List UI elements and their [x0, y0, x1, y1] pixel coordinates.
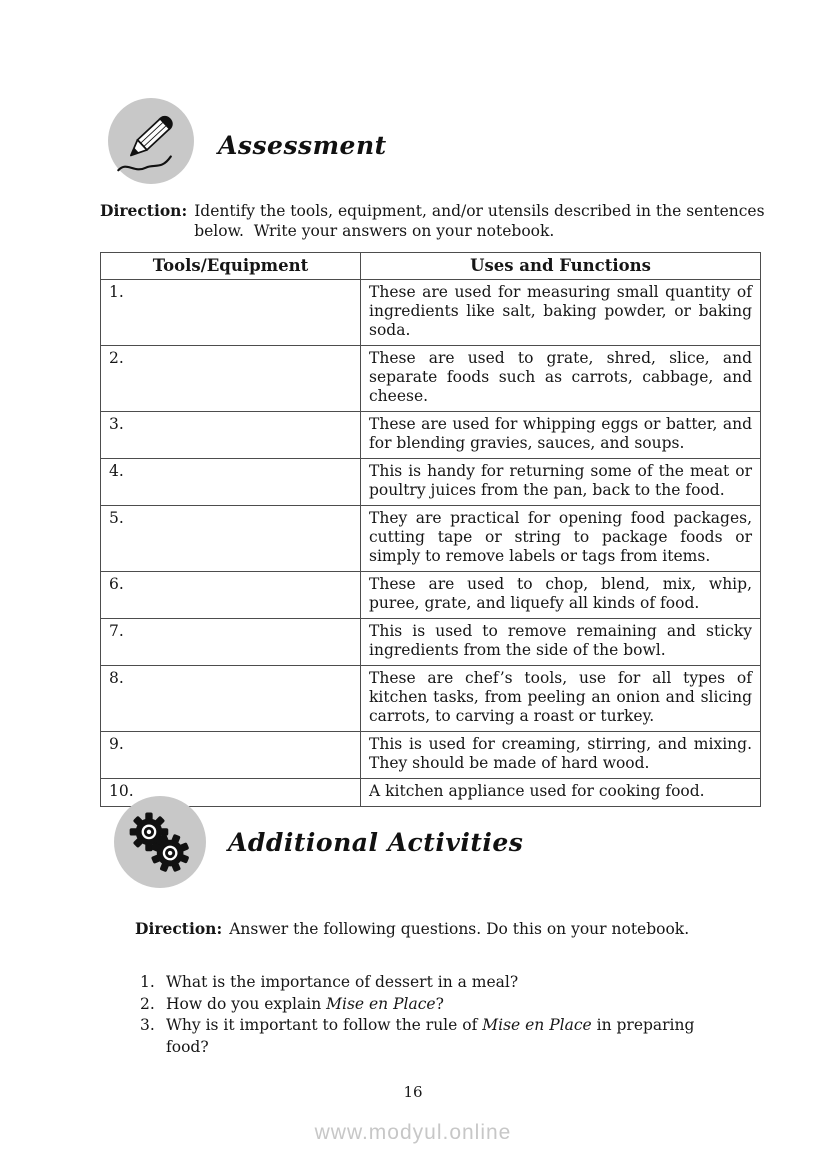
additional-activities-header: [114, 796, 523, 888]
row-number: 6.: [101, 572, 361, 619]
direction-label: Direction:: [100, 201, 188, 220]
assessment-table-body: [101, 280, 761, 807]
direction-text: Identify the tools, equipment, and/or utensils described in the sentences below. Write your answers on your notebook.: [194, 202, 765, 240]
row-number: 9.: [101, 732, 361, 779]
row-description: A kitchen appliance used for cooking food.: [361, 779, 761, 807]
question-item: [140, 1015, 716, 1058]
row-description: These are used to grate, shred, slice, and separate foods such as carrots, cabbage, and cheese.: [361, 346, 761, 412]
page-number: 16: [403, 1083, 423, 1101]
question-number: 2.: [140, 994, 155, 1013]
row-description: These are used to chop, blend, mix, whip, puree, grate, and liquefy all kinds of food.: [361, 572, 761, 619]
row-number: 10.: [101, 779, 361, 807]
table-row: [101, 666, 761, 732]
table-row: [101, 572, 761, 619]
assessment-header: [108, 98, 387, 184]
row-description: These are used for measuring small quantity of ingredients like salt, baking powder, or baking soda.: [361, 280, 761, 346]
question-text: Why is it important to follow the rule of Mise en Place in preparing food?: [166, 1016, 695, 1056]
row-description: This is handy for returning some of the meat or poultry juices from the pan, back to the food.: [361, 459, 761, 506]
row-number: 7.: [101, 619, 361, 666]
table-row: [101, 619, 761, 666]
additional-activities-title: Additional Activities: [228, 827, 524, 857]
question-item: [140, 972, 716, 994]
assessment-title: Assessment: [218, 130, 387, 160]
question-item: [140, 994, 716, 1016]
assessment-direction: [100, 201, 768, 241]
question-number: 3.: [140, 1016, 155, 1035]
table-row: [101, 459, 761, 506]
table-header-row: [101, 253, 761, 280]
assessment-table: [100, 252, 761, 807]
table-row: [101, 506, 761, 572]
questions-list: [140, 972, 716, 1058]
row-description: This is used to remove remaining and sticky ingredients from the side of the bowl.: [361, 619, 761, 666]
direction-label: Direction:: [135, 919, 223, 938]
table-row: [101, 732, 761, 779]
uses-functions-header: Uses and Functions: [361, 253, 761, 280]
tools-equipment-header: Tools/Equipment: [101, 253, 361, 280]
row-description: These are used for whipping eggs or batter, and for blending gravies, sauces, and soups.: [361, 412, 761, 459]
row-number: 5.: [101, 506, 361, 572]
row-number: 4.: [101, 459, 361, 506]
additional-direction: [135, 919, 735, 939]
question-text: How do you explain Mise en Place?: [166, 994, 444, 1013]
watermark: www.modyul.online: [314, 1121, 512, 1144]
row-description: They are practical for opening food packages, cutting tape or string to package foods or simply to remove labels or tags from items.: [361, 506, 761, 572]
row-number: 3.: [101, 412, 361, 459]
table-row: [101, 412, 761, 459]
gears-icon: [114, 796, 206, 888]
row-number: 8.: [101, 666, 361, 732]
row-number: 1.: [101, 280, 361, 346]
row-description: These are chef’s tools, use for all types of kitchen tasks, from peeling an onion and slicing carrots, to carving a roast or turkey.: [361, 666, 761, 732]
row-description: This is used for creaming, stirring, and mixing. They should be made of hard wood.: [361, 732, 761, 779]
table-row: [101, 346, 761, 412]
row-number: 2.: [101, 346, 361, 412]
question-text: What is the importance of dessert in a meal?: [166, 973, 519, 991]
pencil-icon: [108, 98, 194, 184]
question-number: 1.: [140, 973, 155, 991]
direction-text: Answer the following questions. Do this on your notebook.: [229, 920, 690, 938]
table-row: [101, 280, 761, 346]
